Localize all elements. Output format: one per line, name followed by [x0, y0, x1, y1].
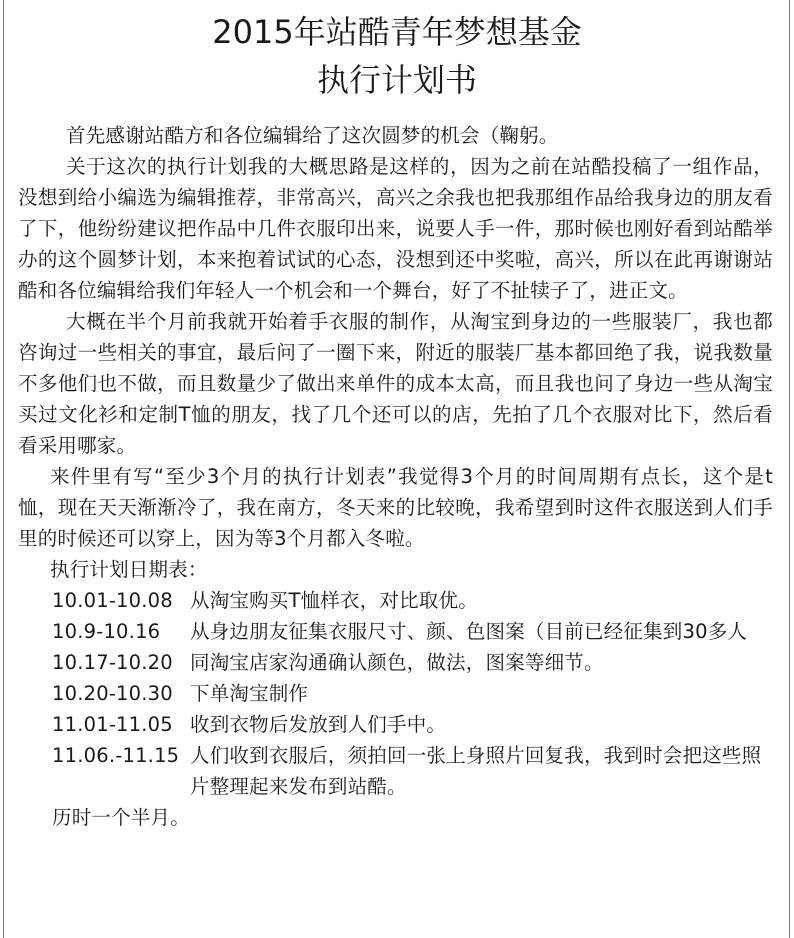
- page-border-right: [789, 0, 790, 938]
- paragraph-background: 关于这次的执行计划我的大概思路是这样的，因为之前在站酷投稿了一组作品，没想到给小编选为编辑推荐，非常高兴，高兴之余我也把我那组作品给我身边的朋友看了下，他纷纷建议把作品中几件衣服印出来，说要人手一件，那时候也刚好看到站酷举办的这个圆梦计划，本来抱着试试的心态，没想到还中奖啦，高兴，所以在此再谢谢站酷和各位编辑给我们年轻人一个机会和一个舞台，好了不扯犊子了，进正文。: [18, 155, 773, 302]
- schedule-task: 同淘宝店家沟通确认颜色，做法，图案等细节。: [190, 651, 604, 674]
- paragraph-timeline-reason: 来件里有写“至少3个月的执行计划表”我觉得3个月的时间周期有点长，这个是t恤，现在天天渐渐冷了，我在南方，冬天来的比较晚，我希望到时这件衣服送到人们手里的时候还可以穿上，因为等3个月都入冬啦。: [18, 465, 773, 550]
- schedule-row: [18, 616, 773, 647]
- schedule-task: 从淘宝购买T恤样衣，对比取优。: [190, 589, 478, 612]
- schedule-task: 下单淘宝制作: [190, 682, 309, 705]
- duration-note: 历时一个半月。: [52, 806, 190, 829]
- schedule-row: [18, 678, 773, 709]
- schedule-date: 11.06.-11.15: [52, 744, 180, 767]
- schedule-task: 从身边朋友征集衣服尺寸、颜、色图案（目前已经征集到30多人: [190, 620, 748, 643]
- paragraph-preparation: 大概在半个月前我就开始着手衣服的制作，从淘宝到身边的一些服装厂，我也都咨询过一些相关的事宜，最后问了一圈下来，附近的服装厂基本都回绝了我，说我数量不多他们也不做，而且数量少了做出来单件的成本太高，而且我也问了身边一些从淘宝买过文化衫和定制T恤的朋友，找了几个还可以的店，先拍了几个衣服对比下，然后看看采用哪家。: [18, 310, 773, 457]
- schedule-row: [18, 585, 773, 616]
- schedule-heading: 执行计划日期表：: [50, 558, 208, 581]
- page-border-left: [3, 0, 4, 938]
- schedule-row: [18, 647, 773, 678]
- schedule-task: 收到衣物后发放到人们手中。: [190, 713, 447, 736]
- schedule-date: 10.17-10.20: [52, 651, 173, 674]
- document-title: 2015年站酷青年梦想基金: [212, 13, 582, 51]
- schedule-date: 11.01-11.05: [52, 713, 173, 736]
- schedule-date: 10.9-10.16: [52, 620, 161, 643]
- schedule-task: 人们收到衣服后，须拍回一张上身照片回复我，我到时会把这些照片整理起来发布到站酷。: [190, 744, 762, 798]
- schedule-date: 10.20-10.30: [52, 682, 173, 705]
- document-subtitle: 执行计划书: [316, 61, 477, 99]
- paragraph-thanks: 首先感谢站酷方和各位编辑给了这次圆梦的机会（鞠躬。: [66, 124, 559, 147]
- schedule-row: [18, 740, 773, 802]
- schedule-date: 10.01-10.08: [52, 589, 173, 612]
- document-body: [18, 120, 773, 833]
- schedule-row: [18, 709, 773, 740]
